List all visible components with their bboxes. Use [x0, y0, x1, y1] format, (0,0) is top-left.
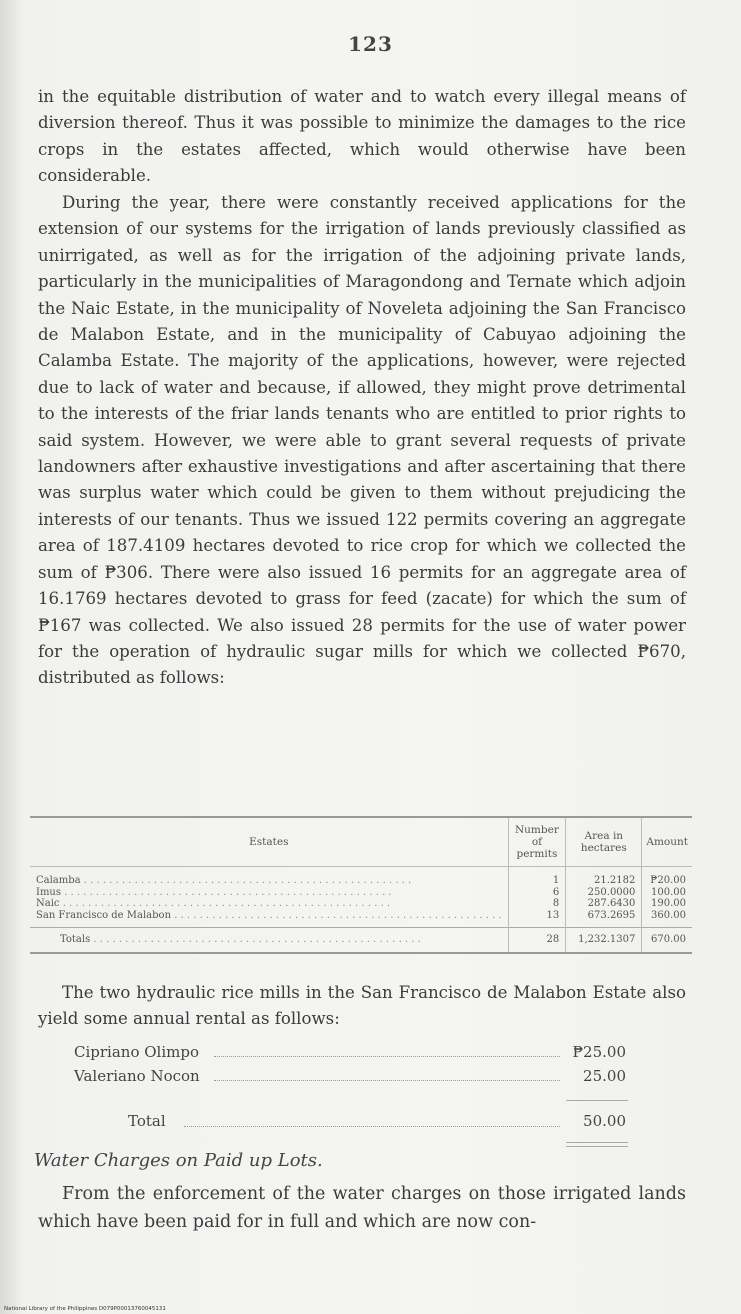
table-row: [30, 867, 692, 887]
area-cell: 287.6430: [566, 898, 642, 910]
amount-cell: 100.00: [642, 887, 692, 899]
permits-cell: 13: [508, 910, 566, 928]
rental-total-label: Total: [128, 1112, 166, 1130]
permits-cell: 6: [508, 887, 566, 899]
rental-amount: 25.00: [583, 1067, 626, 1085]
area-cell: 250.0000: [566, 887, 642, 899]
amount-cell: ₱20.00: [642, 867, 692, 887]
rental-name: Cipriano Olimpo: [74, 1043, 199, 1061]
header-permits: Number of permits: [508, 817, 566, 867]
table-row: [30, 887, 692, 899]
paragraph-4: From the enforcement of the water charges on those irrigated lands which have been paid for in full and which are now con-: [38, 1184, 686, 1232]
double-rule: [566, 1142, 628, 1147]
estate-name: Imus: [36, 886, 62, 898]
rental-amount: ₱25.00: [572, 1043, 626, 1061]
page-number: 123: [348, 32, 393, 56]
permits-table: [30, 816, 692, 954]
total-permits: 28: [508, 928, 566, 953]
rental-list: [74, 1040, 630, 1088]
paragraph-1: in the equitable distribution of water and to watch every illegal means of diversion thereof. Thus it was possible to minimize the damages to the rice crops in the estates affected, which would otherwise have been considerable.: [38, 87, 686, 186]
library-footer: National Library of the Philippines D079P00013760045131: [4, 1306, 166, 1312]
estate-name: Calamba: [36, 875, 81, 886]
total-amount: 670.00: [642, 928, 692, 953]
header-area: Area in hectares: [566, 817, 642, 867]
amount-cell: 360.00: [642, 910, 692, 928]
estate-name: San Francisco de Malabon: [36, 909, 172, 921]
sum-rule: [566, 1100, 628, 1101]
table-total-row: [30, 928, 692, 953]
rental-name: Valeriano Nocon: [74, 1067, 200, 1085]
paragraph-2: During the year, there were constantly received applications for the extension of our systems for the irrigation of lands previously classified as unirrigated, as well as for the irrigation of the adjoining private lands, particularly in the municipalities of Maragondong and Ternate which adjoin the Naic Estate, in the municipality of Noveleta adjoining the San Francisco de Malabon Estate, and in the municipality of Cabuyao adjoining the Calamba Estate. The majority of the applications, however, were rejected due to lack of water and because, if allowed, they might prove detrimental to the interests of the friar lands tenants who are entitled to prior rights to said system. However, we were able to grant several requests of private landowners after exhaustive investigations and after ascertaining that there was surplus water which could be given to them without prejudicing the interests of our tenants. Thus we issued 122 permits covering an aggregate area of 187.4109 hectares devoted to rice crop for which we collected the sum of ₱306. There were also issued 16 permits for an aggregate area of 16.1769 hectares devoted to grass for feed (zacate) for which the sum of ₱167 was collected. We also issued 28 permits for the use of water power for the operation of hydraulic sugar mills for which we collected ₱670, distributed as follows:: [38, 193, 686, 688]
amount-cell: 190.00: [642, 898, 692, 910]
total-label: Totals: [60, 934, 91, 945]
rental-total-amount: 50.00: [583, 1112, 626, 1130]
header-estates: Estates: [30, 817, 508, 867]
paragraph-3: The two hydraulic rice mills in the San Francisco de Malabon Estate also yield some annual rental as follows:: [38, 983, 686, 1029]
area-cell: 673.2695: [566, 910, 642, 928]
permits-cell: 8: [508, 898, 566, 910]
total-area: 1,232.1307: [566, 928, 642, 953]
estate-name: Naic: [36, 898, 60, 909]
rental-row: [74, 1040, 630, 1064]
table-header-row: [30, 817, 692, 867]
rental-row: [74, 1064, 630, 1088]
area-cell: 21.2182: [566, 867, 642, 887]
table-row: [30, 898, 692, 910]
permits-cell: 1: [508, 867, 566, 887]
rental-total-row: [128, 1108, 630, 1134]
section-heading: Water Charges on Paid up Lots.: [34, 1150, 323, 1171]
table-row: [30, 910, 692, 928]
header-amount: Amount: [642, 817, 692, 867]
